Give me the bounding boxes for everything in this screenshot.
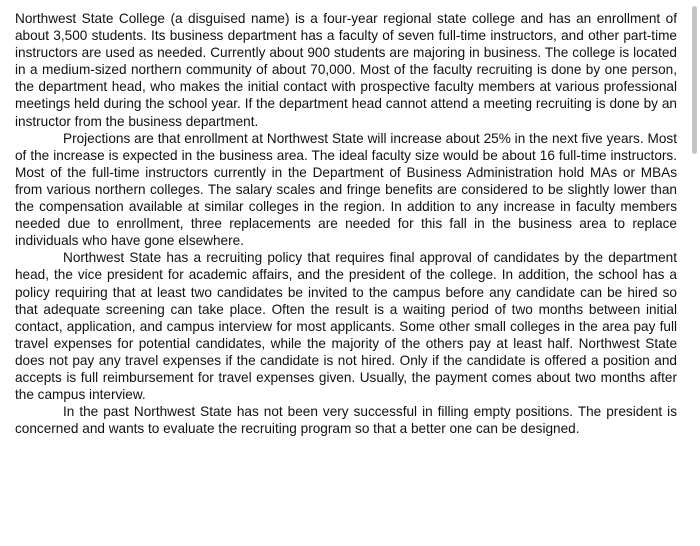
paragraph-college-overview: Northwest State College (a disguised name) is a four-year regional state college and has an enrollment of about 3,500 students. Its business department has a faculty of seven full-time instructors, and other part-time instructors are used as needed. Currently about 900 students are majoring in business. The college is located in a medium-sized northern community of about 70,000. Most of the faculty recruiting is done by one person, the department head, who makes the initial contact with prospective faculty members at various professional meetings held during the school year. If the department head cannot attend a meeting recruiting is done by an instructor from the business department. xyxy=(15,11,677,129)
document-body xyxy=(15,10,677,437)
paragraph-evaluation-goal: In the past Northwest State has not been very successful in filling empty positions. The president is concerned and wants to evaluate the recruiting program so that a better one can be designed. xyxy=(15,404,677,437)
paragraph-recruiting-policy: Northwest State has a recruiting policy that requires final approval of candidates by the department head, the vice president for academic affairs, and the president of the college. In addition, the school has a policy requiring that at least two candidates be invited to the campus before any candidate can be hired so that adequate screening can take place. Often the result is a waiting period of two months between initial contact, application, and campus interview for most applicants. Some other small colleges in the area pay full travel expenses for potential candidates, while the majority of the others pay at least half. Northwest State does not pay any travel expenses if the candidate is not hired. Only if the candidate is offered a position and accepts is full reimbursement for travel expenses given. Usually, the payment comes about two months after the campus interview. xyxy=(15,250,677,403)
paragraph-enrollment-projections: Projections are that enrollment at Northwest State will increase about 25% in the next five years. Most of the increase is expected in the business area. The ideal faculty size would be about 16 full-time instructors. Most of the full-time instructors currently in the Department of Business Administration hold MAs or MBAs from various northern colleges. The salary scales and fringe benefits are considered to be slightly lower than the compensation available at similar colleges in the region. In addition to any increase in faculty members needed due to enrollment, three replacements are needed for this fall in the business area to replace individuals who have gone elsewhere. xyxy=(15,130,677,249)
vertical-scrollbar[interactable] xyxy=(692,6,697,154)
